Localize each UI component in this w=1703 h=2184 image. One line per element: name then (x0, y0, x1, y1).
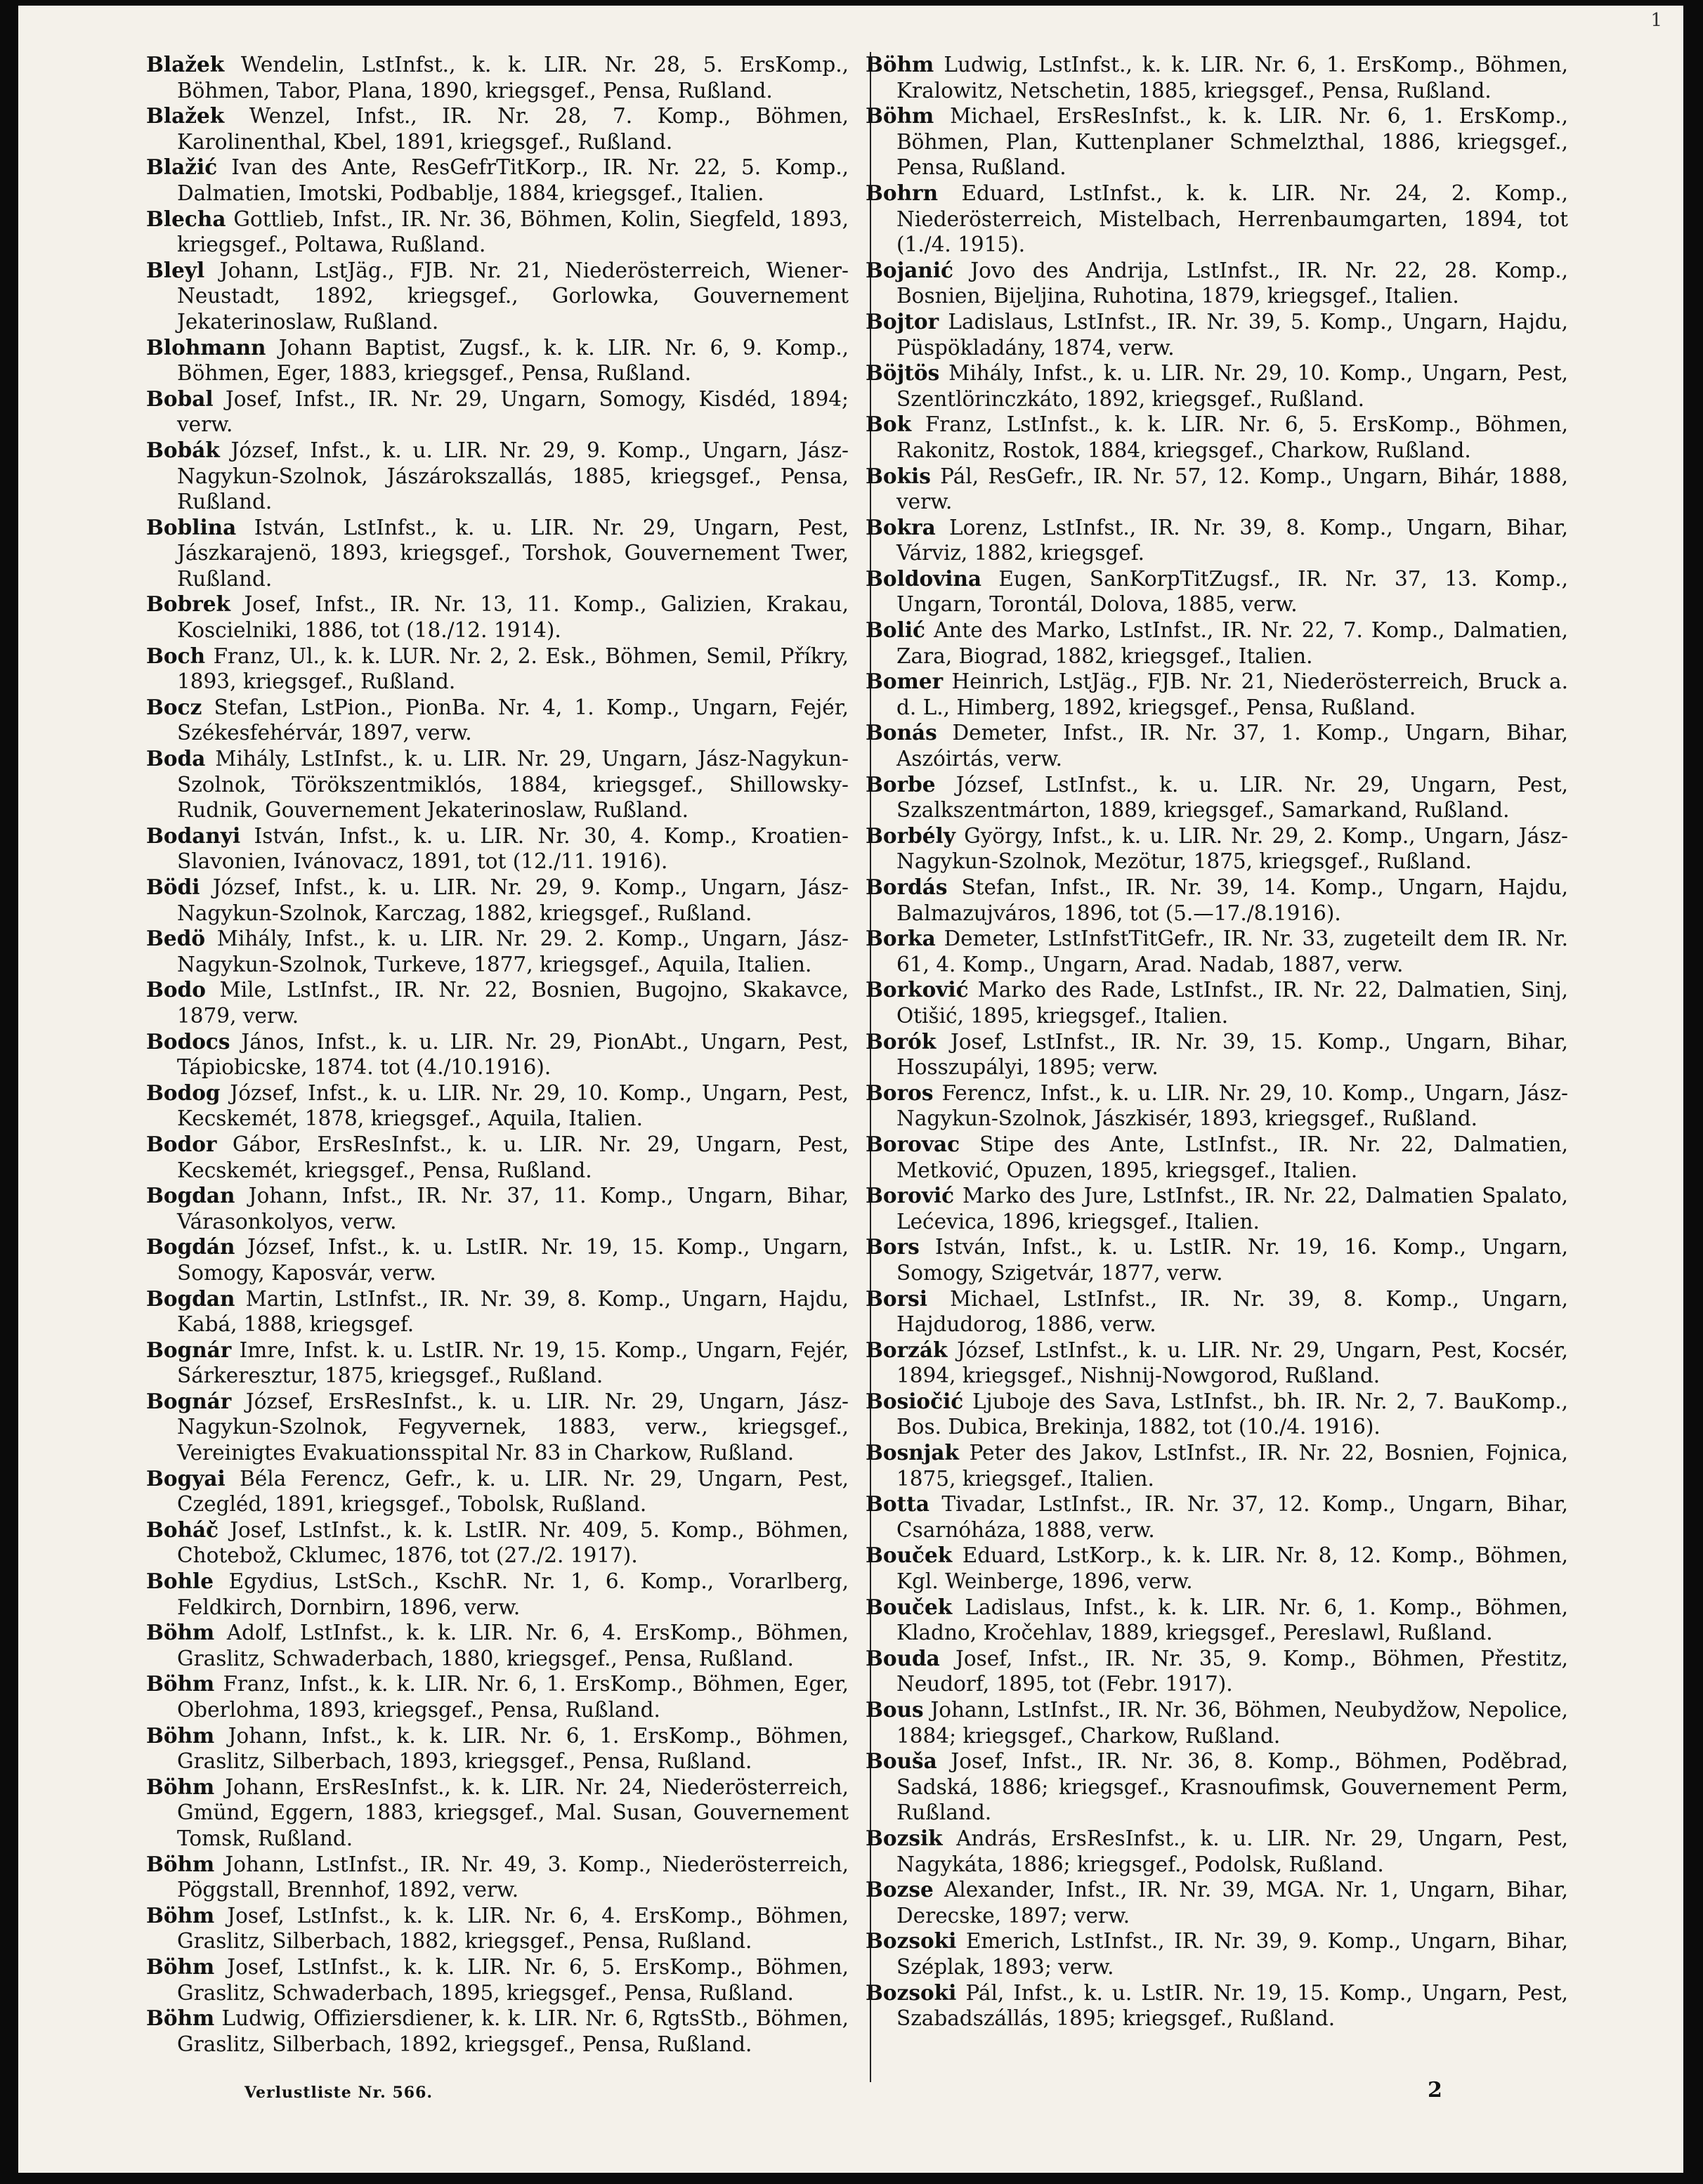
entry-details: Wenzel, Infst., IR. Nr. 28, 7. Komp., Böhmen, Karolinenthal, Kbel, 1891, kriegsgef., Rußland. (177, 104, 849, 154)
entry-surname: Bozsoki (866, 1928, 957, 1954)
entry-surname: Borzák (866, 1337, 948, 1362)
entry-surname: Bordás (866, 875, 948, 899)
entry-details: Adolf, LstInfst., k. k. LIR. Nr. 6, 4. ErsKomp., Böhmen, Graslitz, Schwaderbach, 1880, kriegsgef., Pensa, Rußland. (177, 1621, 849, 1670)
entry-details: József, Infst., k. u. LIR. Nr. 29, 10. Komp., Ungarn, Pest, Kecskemét, 1878, kriegsgef., Aquila, Italien. (177, 1080, 849, 1131)
casualty-entry (146, 207, 849, 258)
entry-details: Eduard, LstKorp., k. k. LIR. Nr. 8, 12. Komp., Böhmen, Kgl. Weinberge, 1896, verw. (896, 1543, 1568, 1594)
casualty-entry (146, 1080, 849, 1132)
casualty-entry (146, 823, 849, 875)
casualty-entry (866, 1491, 1568, 1543)
entry-details: Gottlieb, Infst., IR. Nr. 36, Böhmen, Kolin, Siegfeld, 1893, kriegsgef., Poltawa, Rußland. (177, 207, 849, 257)
casualty-entry (146, 746, 849, 823)
entry-details: Franz, Ul., k. k. LUR. Nr. 2, 2. Esk., Böhmen, Semil, Příkry, 1893, kriegsgef., Rußland. (177, 643, 849, 694)
casualty-entry (146, 1338, 849, 1389)
casualty-entry (866, 926, 1568, 977)
entry-details: Josef, Infst., IR. Nr. 35, 9. Komp., Böhmen, Přestitz, Neudorf, 1895, tot (Febr. 1917). (896, 1646, 1568, 1696)
casualty-entry (866, 412, 1568, 463)
casualty-entry (146, 515, 849, 592)
entry-surname: Bogdan (146, 1286, 235, 1311)
entry-surname: Borsi (866, 1286, 927, 1311)
entry-surname: Bouček (866, 1594, 953, 1619)
casualty-entry (146, 1132, 849, 1183)
casualty-entry (146, 591, 849, 643)
entry-details: Johann Baptist, Zugsf., k. k. LIR. Nr. 6, 9. Komp., Böhmen, Eger, 1883, kriegsgef., Pensa, Rußland. (177, 335, 849, 386)
entry-surname: Borović (866, 1183, 955, 1208)
entry-surname: Bous (866, 1697, 924, 1722)
casualty-entry (146, 1774, 849, 1852)
entry-details: Emerich, LstInfst., IR. Nr. 39, 9. Komp., Ungarn, Bihar, Széplak, 1893; verw. (896, 1929, 1568, 1979)
entry-details: Ljuboje des Sava, LstInfst., bh. IR. Nr. 2, 7. BauKomp., Bos. Dubica, Brekinja, 1882, tot (10./4. 1916). (896, 1389, 1568, 1439)
entry-surname: Bojtor (866, 308, 939, 334)
entry-surname: Borbély (866, 823, 955, 848)
casualty-entry (146, 926, 849, 977)
casualty-entry (866, 1440, 1568, 1491)
entry-details: Martin, LstInfst., IR. Nr. 39, 8. Komp., Ungarn, Hajdu, Kabá, 1888, kriegsgef. (177, 1286, 849, 1337)
casualty-entry (866, 1595, 1568, 1646)
casualty-entry (146, 1466, 849, 1517)
casualty-entry (146, 1954, 849, 2006)
entry-details: Marko des Jure, LstInfst., IR. Nr. 22, Dalmatien Spalato, Lećevica, 1896, kriegsgef., Italien. (896, 1184, 1568, 1234)
entry-surname: Bödi (146, 875, 200, 899)
casualty-entry (146, 1569, 849, 1620)
entry-details: Peter des Jakov, LstInfst., IR. Nr. 22, Bosnien, Fojnica, 1875, kriegsgef., Italien. (896, 1441, 1568, 1491)
casualty-entry (146, 1029, 849, 1080)
entry-surname: Bodo (146, 977, 206, 1002)
entry-details: Gábor, ErsResInfst., k. u. LIR. Nr. 29, Ungarn, Pest, Kecskemét, kriegsgef., Pensa, Rußland. (177, 1132, 849, 1182)
entry-surname: Böhm (146, 1774, 215, 1799)
entry-details: Franz, Infst., k. k. LIR. Nr. 6, 1. ErsKomp., Böhmen, Eger, Oberlohma, 1893, kriegsgef., Pensa, Rußland. (177, 1672, 849, 1722)
casualty-entry (146, 103, 849, 155)
entry-surname: Bouda (866, 1645, 940, 1670)
entry-surname: Bodanyi (146, 823, 241, 848)
entry-surname: Bognár (146, 1388, 232, 1413)
entry-surname: Bors (866, 1234, 920, 1260)
entry-surname: Blažić (146, 155, 218, 180)
entry-details: Johann, Infst., k. k. LIR. Nr. 6, 1. ErsKomp., Böhmen, Graslitz, Silberbach, 1893, kriegsgef., Pensa, Rußland. (177, 1723, 849, 1774)
entry-details: József, LstInfst., k. u. LIR. Nr. 29, Ungarn, Pest, Kocsér, 1894, kriegsgef., Nishnij-Nowgorod, Rußland. (896, 1338, 1568, 1388)
entry-details: Eduard, LstInfst., k. k. LIR. Nr. 24, 2. Komp., Niederösterreich, Mistelbach, Herrenbaumgarten, 1894, tot (1./4. 1915). (896, 181, 1568, 257)
entry-surname: Bozsoki (866, 1980, 957, 2005)
casualty-entry (146, 1286, 849, 1338)
entry-surname: Borbe (866, 771, 936, 797)
entry-surname: Böhm (866, 52, 934, 77)
casualty-entry (866, 360, 1568, 412)
casualty-entry (866, 181, 1568, 258)
casualty-entry (146, 643, 849, 695)
casualty-entry (146, 1183, 849, 1234)
casualty-entry (146, 977, 849, 1028)
entry-details: György, Infst., k. u. LIR. Nr. 29, 2. Komp., Ungarn, Jász-Nagykun-Szolnok, Mezötur, 1875, kriegsgef., Rußland. (896, 823, 1568, 874)
right-column (866, 52, 1568, 2032)
entry-details: Ladislaus, Infst., k. k. LIR. Nr. 6, 1. Komp., Böhmen, Kladno, Kročehlav, 1889, kriegsgef., Pereslawl, Rußland. (896, 1595, 1568, 1645)
entry-surname: Bocz (146, 694, 202, 719)
entry-details: István, Infst., k. u. LstIR. Nr. 19, 16. Komp., Ungarn, Somogy, Szigetvár, 1877, verw. (896, 1235, 1568, 1285)
casualty-entry (866, 1646, 1568, 1697)
entry-details: Ladislaus, LstInfst., IR. Nr. 39, 5. Komp., Ungarn, Hajdu, Püspökladány, 1874, verw. (896, 309, 1568, 360)
casualty-entry (146, 335, 849, 386)
entry-details: Josef, LstInfst., k. k. LIR. Nr. 6, 5. ErsKomp., Böhmen, Graslitz, Schwaderbach, 1895, kriegsgef., Pensa, Rußland. (177, 1954, 849, 2005)
entry-surname: Blažek (146, 103, 225, 129)
entry-details: Franz, LstInfst., k. k. LIR. Nr. 6, 5. ErsKomp., Böhmen, Rakonitz, Rostok, 1884, kriegsgef., Charkow, Rußland. (896, 412, 1568, 462)
casualty-entry (866, 1748, 1568, 1826)
entry-details: József, LstInfst., k. u. LIR. Nr. 29, Ungarn, Pest, Szalkszentmárton, 1889, kriegsgef., Samarkand, Rußland. (896, 772, 1568, 823)
entry-surname: Bogdán (146, 1234, 235, 1260)
casualty-entry (866, 823, 1568, 875)
entry-details: József, Infst., k. u. LIR. Nr. 29, 9. Komp., Ungarn, Jász-Nagykun-Szolnok, Jászárokszallás, 1885, kriegsgef., Pensa, Rußland. (177, 438, 849, 514)
entry-details: Johann, LstJäg., FJB. Nr. 21, Niederösterreich, Wiener-Neustadt, 1892, kriegsgef., Gorlowka, Gouvernement Jekaterinoslaw, Rußland. (177, 258, 849, 334)
casualty-entry (866, 1389, 1568, 1440)
entry-details: Eugen, SanKorpTitZugsf., IR. Nr. 37, 13. Komp., Ungarn, Torontál, Dolova, 1885, verw. (896, 566, 1568, 617)
entry-details: Imre, Infst. k. u. LstIR. Nr. 19, 15. Komp., Ungarn, Fejér, Sárkeresztur, 1875, kriegsgef., Rußland. (177, 1338, 849, 1388)
entry-surname: Böhm (146, 1722, 215, 1748)
entry-surname: Böhm (146, 1851, 215, 1876)
casualty-entry (146, 386, 849, 438)
entry-details: Johann, LstInfst., IR. Nr. 36, Böhmen, Neubydžow, Nepolice, 1884; kriegsgef., Charkow, Rußland. (896, 1698, 1568, 1748)
entry-details: Demeter, LstInfstTitGefr., IR. Nr. 33, zugeteilt dem IR. Nr. 61, 4. Komp., Ungarn, Arad. Nadab, 1887, verw. (896, 927, 1568, 976)
entry-surname: Bedö (146, 926, 206, 951)
entry-details: Ludwig, LstInfst., k. k. LIR. Nr. 6, 1. ErsKomp., Böhmen, Kralowitz, Netschetin, 1885, kriegsgef., Pensa, Rußland. (896, 53, 1568, 103)
entry-surname: Bokra (866, 514, 936, 540)
entry-surname: Böhm (146, 1620, 215, 1645)
entry-surname: Bogdan (146, 1183, 235, 1208)
casualty-entry (146, 52, 849, 103)
entry-surname: Bobák (146, 437, 220, 462)
casualty-entry (866, 1543, 1568, 1594)
casualty-entry (146, 695, 849, 746)
entry-surname: Bokis (866, 463, 931, 488)
casualty-entry (866, 1697, 1568, 1748)
casualty-entry (146, 1723, 849, 1774)
entry-surname: Boldovina (866, 565, 982, 591)
casualty-entry (866, 103, 1568, 181)
left-column (146, 52, 849, 2057)
entry-details: Egydius, LstSch., KschR. Nr. 1, 6. Komp., Vorarlberg, Feldkirch, Dornbirn, 1896, verw. (177, 1569, 849, 1619)
entry-surname: Boch (146, 643, 206, 668)
entry-details: Josef, LstInfst., k. k. LstIR. Nr. 409, 5. Komp., Böhmen, Chotebož, Cklumec, 1876, tot (27./2. 1917). (177, 1517, 849, 1568)
entry-details: Ante des Marko, LstInfst., IR. Nr. 22, 7. Komp., Dalmatien, Zara, Biograd, 1882, kriegsgef., Italien. (896, 618, 1568, 668)
casualty-entry (866, 1183, 1568, 1234)
corner-mark: 1 (1650, 10, 1662, 31)
entry-details: Marko des Rade, LstInfst., IR. Nr. 22, Dalmatien, Sinj, Otišić, 1895, kriegsgef., Italien. (896, 978, 1568, 1028)
entry-surname: Bozse (866, 1877, 934, 1902)
casualty-entry (866, 1826, 1568, 1877)
casualty-entry (146, 1517, 849, 1569)
entry-details: Alexander, Infst., IR. Nr. 39, MGA. Nr. 1, Ungarn, Bihar, Derecske, 1897; verw. (896, 1878, 1568, 1928)
entry-details: Ivan des Ante, ResGefrTitKorp., IR. Nr. 22, 5. Komp., Dalmatien, Imotski, Podbablje, 1884, kriegsgef., Italien. (177, 155, 849, 205)
casualty-entry (866, 875, 1568, 926)
entry-details: Demeter, Infst., IR. Nr. 37, 1. Komp., Ungarn, Bihar, Aszóirtás, verw. (896, 721, 1568, 771)
entry-details: Michael, LstInfst., IR. Nr. 39, 8. Komp., Ungarn, Hajdudorog, 1886, verw. (896, 1286, 1568, 1337)
entry-surname: Bobrek (146, 591, 230, 617)
casualty-entry (866, 977, 1568, 1028)
entry-surname: Boros (866, 1080, 934, 1105)
entry-details: Heinrich, LstJäg., FJB. Nr. 21, Niederösterreich, Bruck a. d. L., Himberg, 1892, kriegsgef., Pensa, Rußland. (896, 669, 1568, 719)
entry-surname: Bleyl (146, 257, 205, 282)
entry-details: Wendelin, LstInfst., k. k. LIR. Nr. 28, 5. ErsKomp., Böhmen, Tabor, Plana, 1890, kriegsgef., Pensa, Rußland. (177, 53, 849, 103)
entry-surname: Böhm (866, 103, 934, 129)
entry-details: Pál, ResGefr., IR. Nr. 57, 12. Komp., Ungarn, Bihár, 1888, verw. (896, 464, 1568, 514)
entry-details: Pál, Infst., k. u. LstIR. Nr. 19, 15. Komp., Ungarn, Pest, Szabadszállás, 1895; kriegsgef., Rußland. (896, 1980, 1568, 2031)
casualty-entry (866, 1980, 1568, 2032)
entry-surname: Boblina (146, 514, 237, 540)
entry-surname: Boháč (146, 1517, 219, 1542)
casualty-entry (866, 617, 1568, 669)
entry-details: Jovo des Andrija, LstInfst., IR. Nr. 22, 28. Komp., Bosnien, Bijeljina, Ruhotina, 1879, kriegsgef., Italien. (896, 258, 1568, 308)
entry-details: Tivadar, LstInfst., IR. Nr. 37, 12. Komp., Ungarn, Bihar, Csarnóháza, 1888, verw. (896, 1492, 1568, 1542)
entry-surname: Boda (146, 746, 206, 771)
page-number: 2 (1428, 2078, 1442, 2103)
casualty-entry (866, 566, 1568, 617)
entry-details: Stefan, Infst., IR. Nr. 39, 14. Komp., Ungarn, Hajdu, Balmazujváros, 1896, tot (5.—17./8.1916). (896, 875, 1568, 925)
casualty-entry (866, 1029, 1568, 1080)
entry-details: Mihály, Infst., k. u. LIR. Nr. 29, 10. Komp., Ungarn, Pest, Szentlörinczkáto, 1892, kriegsgef., Rußland. (896, 361, 1568, 411)
entry-surname: Bodocs (146, 1028, 230, 1054)
entry-details: Stipe des Ante, LstInfst., IR. Nr. 22, Dalmatien, Metković, Opuzen, 1895, kriegsgef., Italien. (896, 1132, 1568, 1182)
entry-surname: Bodog (146, 1080, 221, 1105)
entry-surname: Bonás (866, 720, 937, 745)
entry-surname: Bouša (866, 1748, 937, 1774)
casualty-entry (866, 1132, 1568, 1183)
entry-details: István, LstInfst., k. u. LIR. Nr. 29, Ungarn, Pest, Jászkarajenö, 1893, kriegsgef., Torshok, Gouvernement Twer, Rußland. (177, 515, 849, 591)
entry-surname: Bodor (146, 1131, 217, 1156)
entry-surname: Böhm (146, 1902, 215, 1928)
entry-surname: Bosnjak (866, 1440, 959, 1465)
entry-surname: Bouček (866, 1543, 953, 1568)
entry-details: József, Infst., k. u. LstIR. Nr. 19, 15. Komp., Ungarn, Somogy, Kaposvár, verw. (177, 1235, 849, 1285)
entry-details: Josef, Infst., IR. Nr. 13, 11. Komp., Galizien, Krakau, Koscielniki, 1886, tot (18./12. 1914). (177, 592, 849, 643)
casualty-entry (866, 1928, 1568, 1980)
document-page (18, 6, 1683, 2173)
entry-surname: Botta (866, 1491, 929, 1517)
entry-surname: Borka (866, 926, 936, 951)
entry-surname: Bohle (146, 1569, 214, 1594)
entry-surname: Bomer (866, 669, 944, 694)
entry-surname: Borók (866, 1028, 937, 1054)
entry-surname: Blažek (146, 52, 225, 77)
casualty-entry (866, 669, 1568, 720)
casualty-entry (866, 720, 1568, 771)
entry-surname: Bok (866, 412, 912, 437)
list-label: Verlustliste Nr. 566. (244, 2084, 433, 2102)
entry-surname: Böhm (146, 2006, 215, 2031)
entry-surname: Bobal (146, 386, 214, 411)
entry-surname: Blecha (146, 206, 226, 231)
entry-surname: Böhm (146, 1671, 215, 1696)
entry-surname: Bognár (146, 1337, 232, 1362)
casualty-entry (146, 1234, 849, 1286)
casualty-entry (866, 1234, 1568, 1286)
casualty-entry (146, 438, 849, 515)
entry-surname: Borovac (866, 1131, 960, 1156)
casualty-entry (146, 1903, 849, 1954)
entry-surname: Borković (866, 977, 969, 1002)
entry-details: Béla Ferencz, Gefr., k. u. LIR. Nr. 29, Ungarn, Pest, Czegléd, 1891, kriegsgef., Tobolsk, Rußland. (177, 1466, 849, 1517)
casualty-entry (866, 515, 1568, 566)
casualty-entry (146, 155, 849, 206)
entry-details: József, Infst., k. u. LIR. Nr. 29, 9. Komp., Ungarn, Jász-Nagykun-Szolnok, Karczag, 1882, kriegsgef., Rußland. (177, 875, 849, 925)
entry-details: János, Infst., k. u. LIR. Nr. 29, PionAbt., Ungarn, Pest, Tápiobicske, 1874. tot (4./10.1916). (177, 1029, 849, 1080)
entry-details: Mihály, Infst., k. u. LIR. Nr. 29. 2. Komp., Ungarn, Jász-Nagykun-Szolnok, Turkeve, 1877, kriegsgef., Aquila, Italien. (177, 927, 849, 976)
casualty-entry (146, 1671, 849, 1722)
casualty-entry (866, 1080, 1568, 1132)
entry-details: Lorenz, LstInfst., IR. Nr. 39, 8. Komp., Ungarn, Bihar, Várviz, 1882, kriegsgef. (896, 515, 1568, 565)
casualty-entry (866, 1286, 1568, 1338)
entry-details: Johann, ErsResInfst., k. k. LIR. Nr. 24, Niederösterreich, Gmünd, Eggern, 1883, kriegsgef., Mal. Susan, Gouvernement Tomsk, Rußland. (177, 1774, 849, 1850)
entry-details: Johann, Infst., IR. Nr. 37, 11. Komp., Ungarn, Bihar, Várasonkolyos, verw. (177, 1184, 849, 1234)
entry-details: István, Infst., k. u. LIR. Nr. 30, 4. Komp., Kroatien-Slavonien, Ivánovacz, 1891, tot (12./11. 1916). (177, 823, 849, 874)
entry-surname: Bojanić (866, 257, 954, 282)
entry-details: Josef, Infst., IR. Nr. 29, Ungarn, Somogy, Kisdéd, 1894; verw. (177, 386, 849, 437)
entry-surname: Bogyai (146, 1465, 226, 1491)
casualty-entry (866, 258, 1568, 309)
entry-details: Mile, LstInfst., IR. Nr. 22, Bosnien, Bugojno, Skakavce, 1879, verw. (177, 978, 849, 1028)
casualty-entry (866, 52, 1568, 103)
entry-surname: Bosiočić (866, 1388, 964, 1413)
entry-surname: Böjtös (866, 360, 940, 386)
casualty-entry (146, 875, 849, 926)
entry-surname: Bozsik (866, 1825, 943, 1850)
entry-details: Ludwig, Offiziersdiener, k. k. LIR. Nr. 6, RgtsStb., Böhmen, Graslitz, Silberbach, 1892, kriegsgef., Pensa, Rußland. (177, 2006, 849, 2056)
casualty-entry (146, 1620, 849, 1671)
entry-surname: Bolić (866, 617, 925, 643)
casualty-entry (866, 1877, 1568, 1928)
casualty-entry (866, 464, 1568, 515)
entry-details: Johann, LstInfst., IR. Nr. 49, 3. Komp., Niederösterreich, Pöggstall, Brennhof, 1892, verw. (177, 1852, 849, 1902)
casualty-entry (866, 1338, 1568, 1389)
casualty-entry (146, 258, 849, 335)
entry-details: András, ErsResInfst., k. u. LIR. Nr. 29, Ungarn, Pest, Nagykáta, 1886; kriegsgef., Podolsk, Rußland. (896, 1826, 1568, 1876)
entry-details: Josef, LstInfst., k. k. LIR. Nr. 6, 4. ErsKomp., Böhmen, Graslitz, Silberbach, 1882, kriegsgef., Pensa, Rußland. (177, 1903, 849, 1954)
entry-details: Stefan, LstPion., PionBa. Nr. 4, 1. Komp., Ungarn, Fejér, Székesfehérvár, 1897, verw. (177, 695, 849, 745)
entry-details: Josef, LstInfst., IR. Nr. 39, 15. Komp., Ungarn, Bihar, Hosszupályi, 1895; verw. (896, 1029, 1568, 1080)
entry-surname: Blohmann (146, 334, 266, 360)
casualty-entry (146, 1389, 849, 1466)
casualty-entry (146, 1852, 849, 1903)
entry-details: Josef, Infst., IR. Nr. 36, 8. Komp., Böhmen, Poděbrad, Sadská, 1886; kriegsgef., Krasnoufimsk, Gouvernement Perm, Rußland. (896, 1749, 1568, 1825)
entry-details: Ferencz, Infst., k. u. LIR. Nr. 29, 10. Komp., Ungarn, Jász-Nagykun-Szolnok, Jászkisér, 1893, kriegsgef., Rußland. (896, 1080, 1568, 1131)
entry-details: Mihály, LstInfst., k. u. LIR. Nr. 29, Ungarn, Jász-Nagykun-Szolnok, Törökszentmiklós, 1884, kriegsgef., Shillowsky-Rudnik, Gouvernement Jekaterinoslaw, Rußland. (177, 747, 849, 823)
casualty-entry (866, 309, 1568, 360)
casualty-entry (866, 772, 1568, 823)
casualty-entry (146, 2006, 849, 2057)
entry-surname: Böhm (146, 1954, 215, 1979)
entry-details: Michael, ErsResInfst., k. k. LIR. Nr. 6, 1. ErsKomp., Böhmen, Plan, Kuttenplaner Schmelzthal, 1886, kriegsgef., Pensa, Rußland. (896, 104, 1568, 180)
entry-surname: Bohrn (866, 180, 939, 205)
entry-details: József, ErsResInfst., k. u. LIR. Nr. 29, Ungarn, Jász-Nagykun-Szolnok, Fegyvernek, 1883, verw., kriegsgef., Vereinigtes Evakuationsspital Nr. 83 in Charkow, Rußland. (177, 1389, 849, 1465)
